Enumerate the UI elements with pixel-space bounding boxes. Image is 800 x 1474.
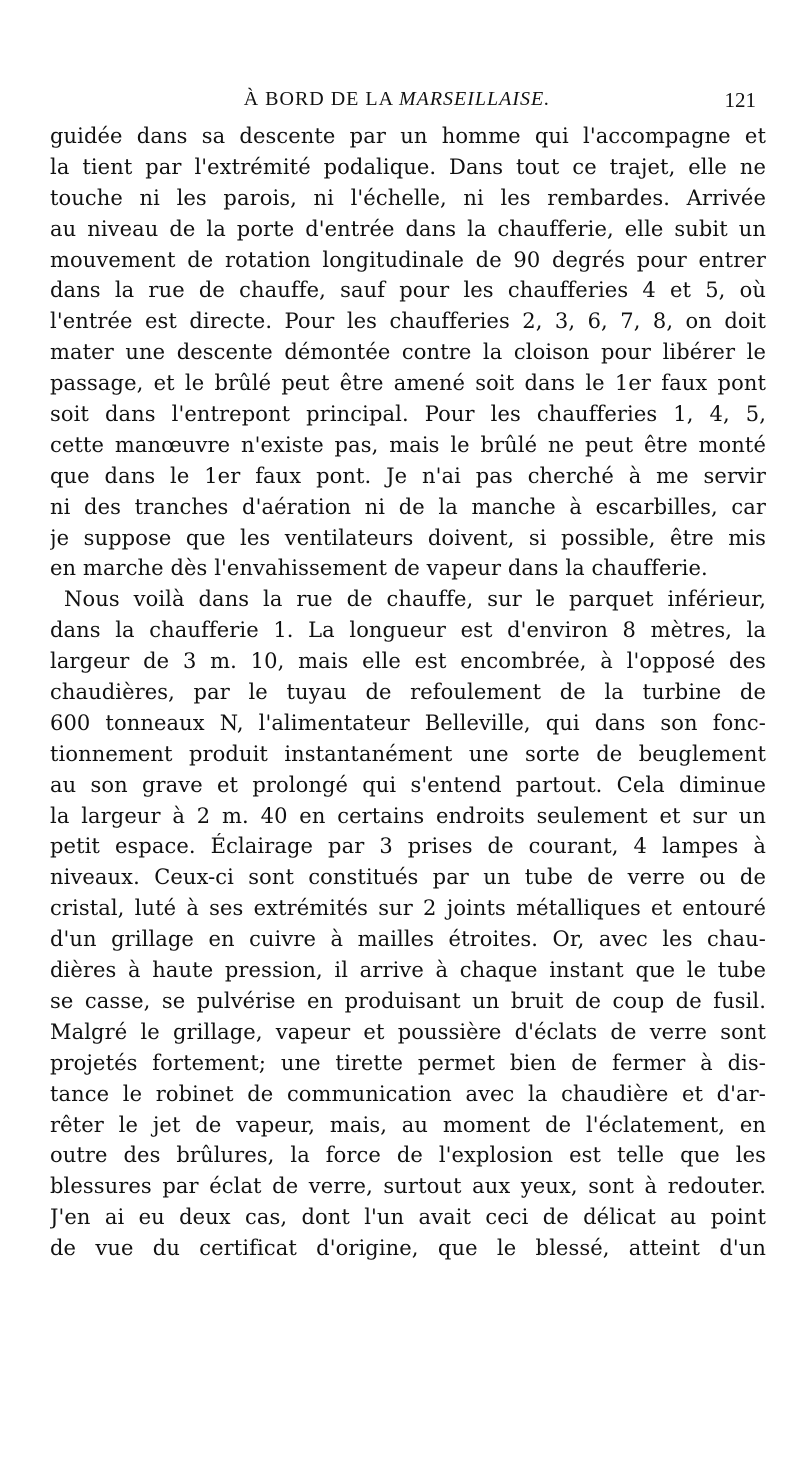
text-line: largeur de 3 m. 10, mais elle est encombrée, à l'opposé des [50, 649, 766, 674]
text-line: dans la chaufferie 1. La longueur est d'environ 8 mètres, la [50, 618, 766, 643]
page-number: 121 [724, 88, 756, 112]
text-line: outre des brûlures, la force de l'explosion est telle que les [50, 1143, 766, 1168]
text-line: de vue du certificat d'origine, que le blessé, atteint d'un [50, 1236, 766, 1261]
text-line: touche ni les parois, ni l'échelle, ni les rembardes. Arrivée [50, 185, 766, 210]
text-line: rêter le jet de vapeur, mais, au moment de l'éclatement, en [50, 1112, 766, 1137]
text-line: au niveau de la porte d'entrée dans la chaufferie, elle subit un [50, 216, 766, 241]
text-line: la largeur à 2 m. 40 en certains endroits seulement et sur un [50, 803, 766, 828]
text-line: que dans le 1er faux pont. Je n'ai pas cherché à me servir [50, 463, 766, 488]
text-line: l'entrée est directe. Pour les chaufferies 2, 3, 6, 7, 8, on doit [50, 309, 766, 334]
text-line: dières à haute pression, il arrive à chaque instant que le tube [50, 958, 766, 983]
text-line: Nous voilà dans la rue de chauffe, sur le parquet inférieur, [64, 587, 766, 612]
text-line: Malgré le grillage, vapeur et poussière d'éclats de verre sont [50, 1019, 766, 1044]
body-text [50, 121, 766, 1264]
running-title-italic: MARSEILLAISE. [398, 88, 551, 110]
text-line: soit dans l'entrepont principal. Pour les chaufferies 1, 4, 5, [50, 402, 766, 427]
text-line: cette manœuvre n'existe pas, mais le brûlé ne peut être monté [50, 432, 766, 457]
text-line: 600 tonneaux N, l'alimentateur Belleville, qui dans son fonc- [50, 710, 766, 735]
running-title-prefix: À BORD DE LA [243, 88, 399, 110]
text-line: chaudières, par le tuyau de refoulement de la turbine de [50, 680, 766, 705]
text-line: petit espace. Éclairage par 3 prises de courant, 4 lampes à [50, 834, 766, 859]
text-line: cristal, luté à ses extrémités sur 2 joints métalliques et entouré [50, 896, 766, 921]
text-line: tionnement produit instantanément une sorte de beuglement [50, 741, 766, 766]
text-line: mater une descente démontée contre la cloison pour libérer le [50, 340, 766, 365]
text-line: je suppose que les ventilateurs doivent, si possible, être mis [50, 525, 766, 550]
running-header [52, 84, 756, 114]
text-line: au son grave et prolongé qui s'entend partout. Cela diminue [50, 772, 766, 797]
text-line: J'en ai eu deux cas, dont l'un avait ceci de délicat au point [50, 1205, 766, 1230]
text-line: se casse, se pulvérise en produisant un bruit de coup de fusil. [50, 988, 766, 1013]
text-line: d'un grillage en cuivre à mailles étroites. Or, avec les chau- [50, 927, 766, 952]
running-title [52, 88, 742, 111]
text-line: dans la rue de chauffe, sauf pour les chaufferies 4 et 5, où [50, 278, 766, 303]
text-line: tance le robinet de communication avec la chaudière et d'ar- [50, 1081, 766, 1106]
text-line: blessures par éclat de verre, surtout aux yeux, sont à redouter. [50, 1174, 766, 1199]
text-line: la tient par l'extrémité podalique. Dans tout ce trajet, elle ne [50, 154, 766, 179]
text-line: en marche dès l'envahissement de vapeur dans la chaufferie. [50, 556, 708, 581]
text-line: niveaux. Ceux-ci sont constitués par un tube de verre ou de [50, 865, 766, 890]
text-line: guidée dans sa descente par un homme qui l'accompagne et [50, 124, 766, 148]
text-line: passage, et le brûlé peut être amené soit dans le 1er faux pont [50, 371, 766, 396]
text-line: ni des tranches d'aération ni de la manche à escarbilles, car [50, 494, 766, 519]
text-line: mouvement de rotation longitudinale de 90 degrés pour entrer [50, 247, 766, 272]
text-line: projetés fortement; une tirette permet bien de fermer à dis- [50, 1050, 766, 1075]
